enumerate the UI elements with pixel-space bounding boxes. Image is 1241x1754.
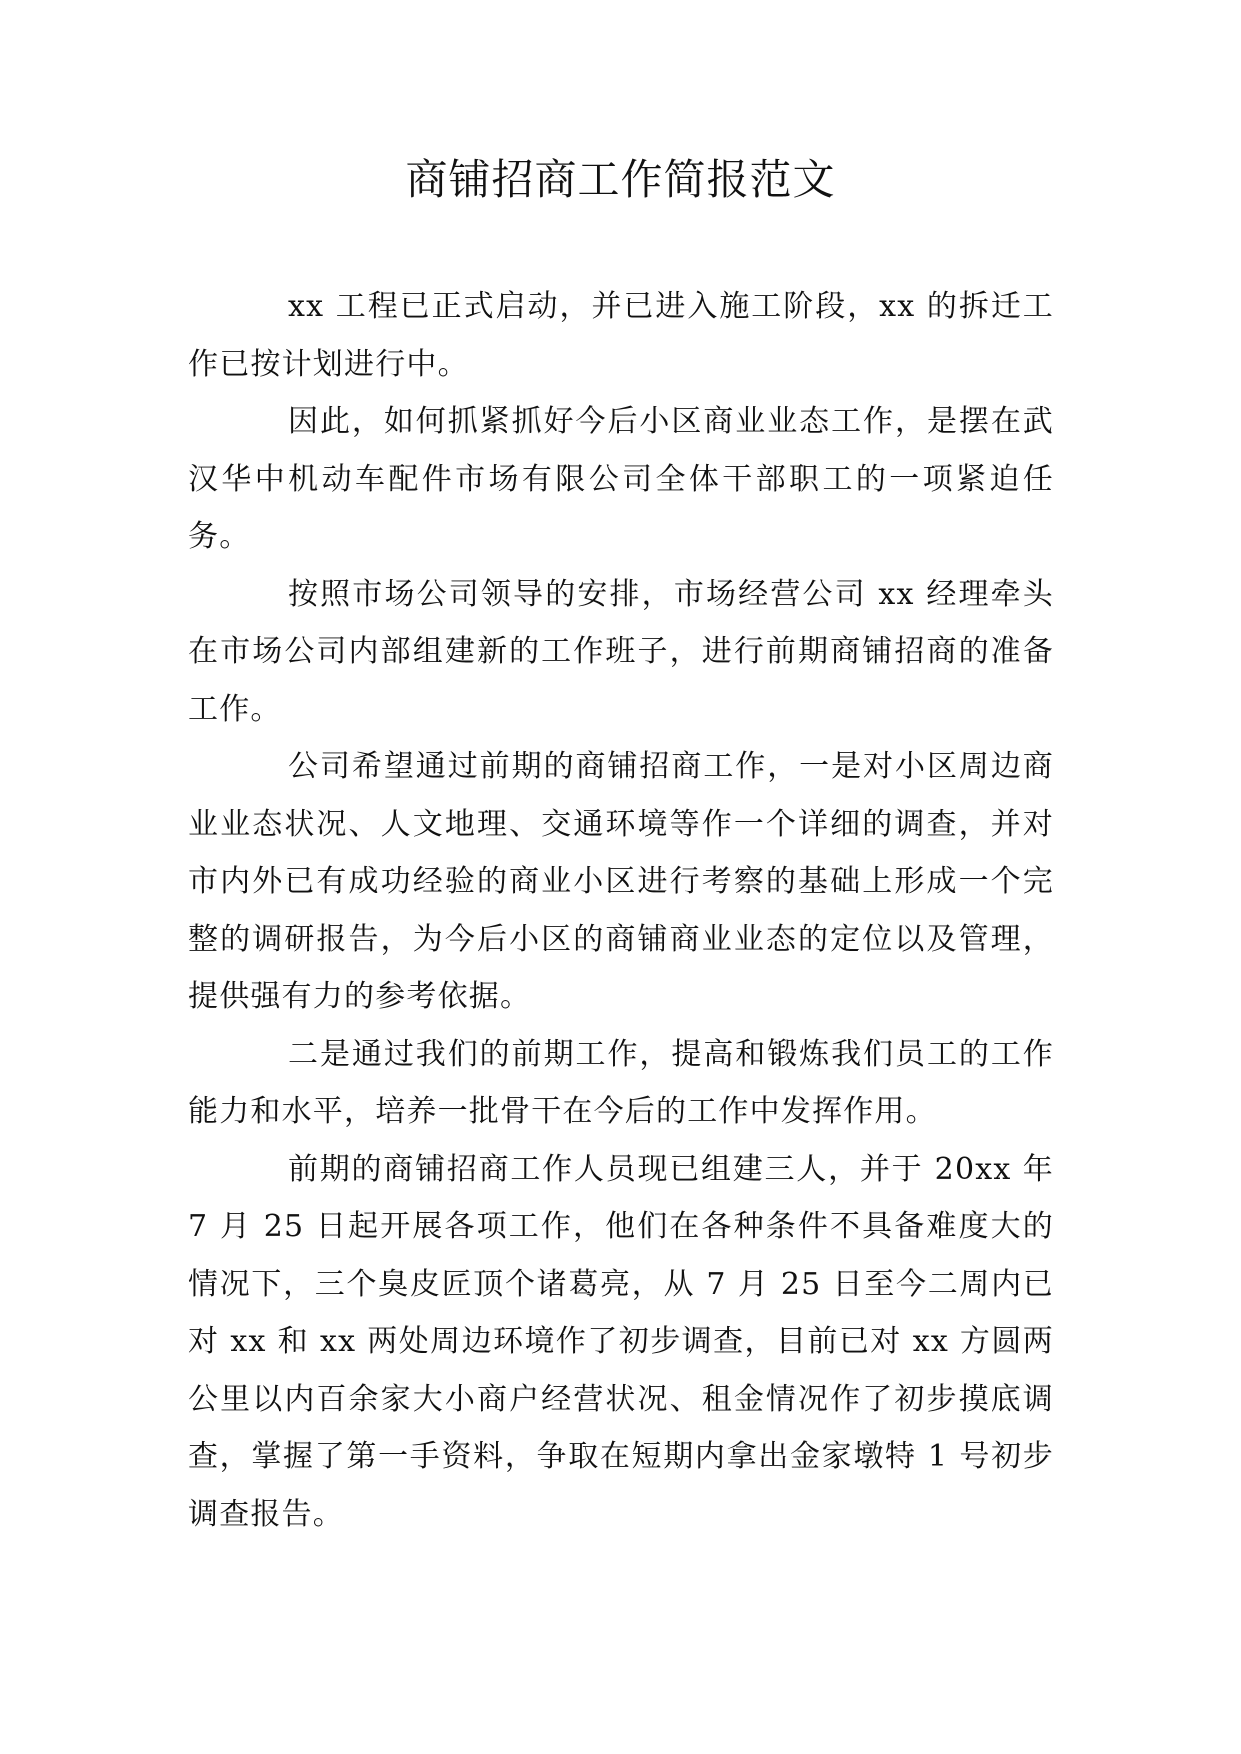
- document-title: 商铺招商工作简报范文: [405, 155, 836, 204]
- document-body: [188, 278, 1054, 1543]
- paragraph-5: 二是通过我们的前期工作，提高和锻炼我们员工的工作能力和水平，培养一批骨干在今后的工作中发挥作用。: [188, 1036, 1054, 1129]
- paragraph-2: 因此，如何抓紧抓好今后小区商业业态工作，是摆在武汉华中机动车配件市场有限公司全体干部职工的一项紧迫任务。: [188, 404, 1054, 554]
- paragraph-1: xx 工程已正式启动，并已进入施工阶段，xx 的拆迁工作已按计划进行中。: [188, 289, 1054, 382]
- paragraph-6: 前期的商铺招商工作人员现已组建三人，并于 20xx 年 7 月 25 日起开展各项工作，他们在各种条件不具备难度大的情况下，三个臭皮匠顶个诸葛亮，从 7 月 25 日至今二周内已对 xx 和 xx 两处周边环境作了初步调查，目前已对 xx 方圆两公里以内百余家大小商户经营状况、租金情况作了初步摸底调查，掌握了第一手资料，争取在短期内拿出金家墩特 1 号初步调查报告。: [188, 1151, 1054, 1532]
- paragraph-3: 按照市场公司领导的安排，市场经营公司 xx 经理牵头在市场公司内部组建新的工作班子，进行前期商铺招商的准备工作。: [188, 576, 1055, 727]
- paragraph-4: 公司希望通过前期的商铺招商工作，一是对小区周边商业业态状况、人文地理、交通环境等作一个详细的调查，并对市内外已有成功经验的商业小区进行考察的基础上形成一个完整的调研报告，为今后小区的商铺商业业态的定位以及管理，提供强有力的参考依据。: [188, 749, 1054, 1014]
